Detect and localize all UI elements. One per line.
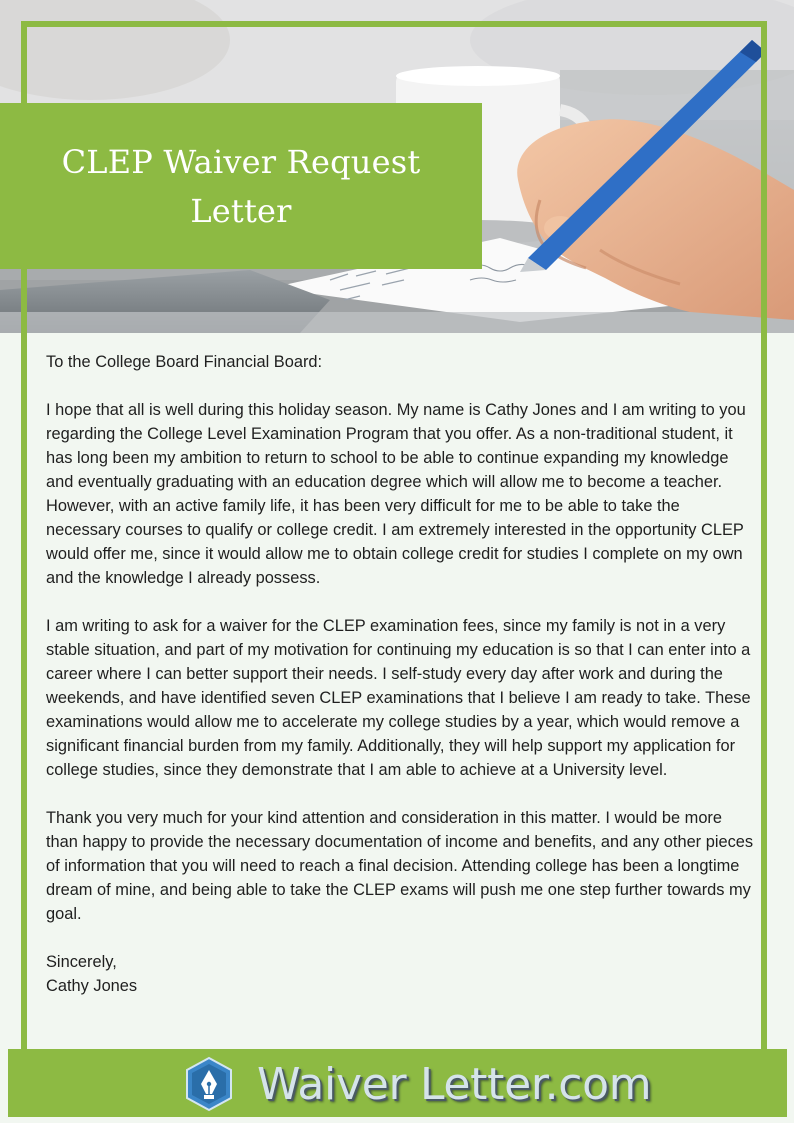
letter-paragraph-3: Thank you very much for your kind attention and consideration in this matter. I would be more than happy to provide the necessary documentation of income and benefits, and any other pieces of information that you will need to reach a final decision. Attending college has been a longtime dream of mine, and being able to take the CLEP exams will push me one step further towards my goal.: [46, 809, 754, 923]
footer-brand: Waiver Letter.com: [257, 1059, 652, 1110]
letter-salutation: To the College Board Financial Board:: [46, 353, 323, 371]
letter-body: [46, 350, 754, 998]
letter-signature: Cathy Jones: [46, 977, 138, 995]
title-line-1: CLEP Waiver Request: [61, 143, 421, 181]
title-line-2: Letter: [190, 192, 292, 230]
pen-nib-hexagon-icon: [184, 1056, 234, 1112]
page-title: [0, 138, 482, 236]
letter-paragraph-1: I hope that all is well during this holiday season. My name is Cathy Jones and I am writing to you regarding the College Level Examination Program that you offer. As a non-traditional student, it has long been my ambition to return to school to be able to continue expanding my knowledge and eventually graduating with an education degree which will allow me to become a teacher. However, with an active family life, it has been very difficult for me to be able to take the necessary courses to qualify or college credit. I am extremely interested in the opportunity CLEP would offer me, since it would allow me to obtain college credit for studies I complete on my own and the knowledge I already possess.: [46, 401, 746, 587]
letter-paragraph-2: I am writing to ask for a waiver for the CLEP examination fees, since my family is not in a very stable situation, and part of my motivation for continuing my education is so that I can enter into a career where I can better support their needs. I self-study every day after work and during the weekends, and have identified seven CLEP examinations that I believe I am ready to take. These examinations would allow me to accelerate my college studies by a year, which would remove a significant financial burden from my family. Additionally, they will help support my application for college studies, since they demonstrate that I am able to achieve at a University level.: [46, 617, 751, 779]
letter-closing: Sincerely,: [46, 953, 117, 971]
